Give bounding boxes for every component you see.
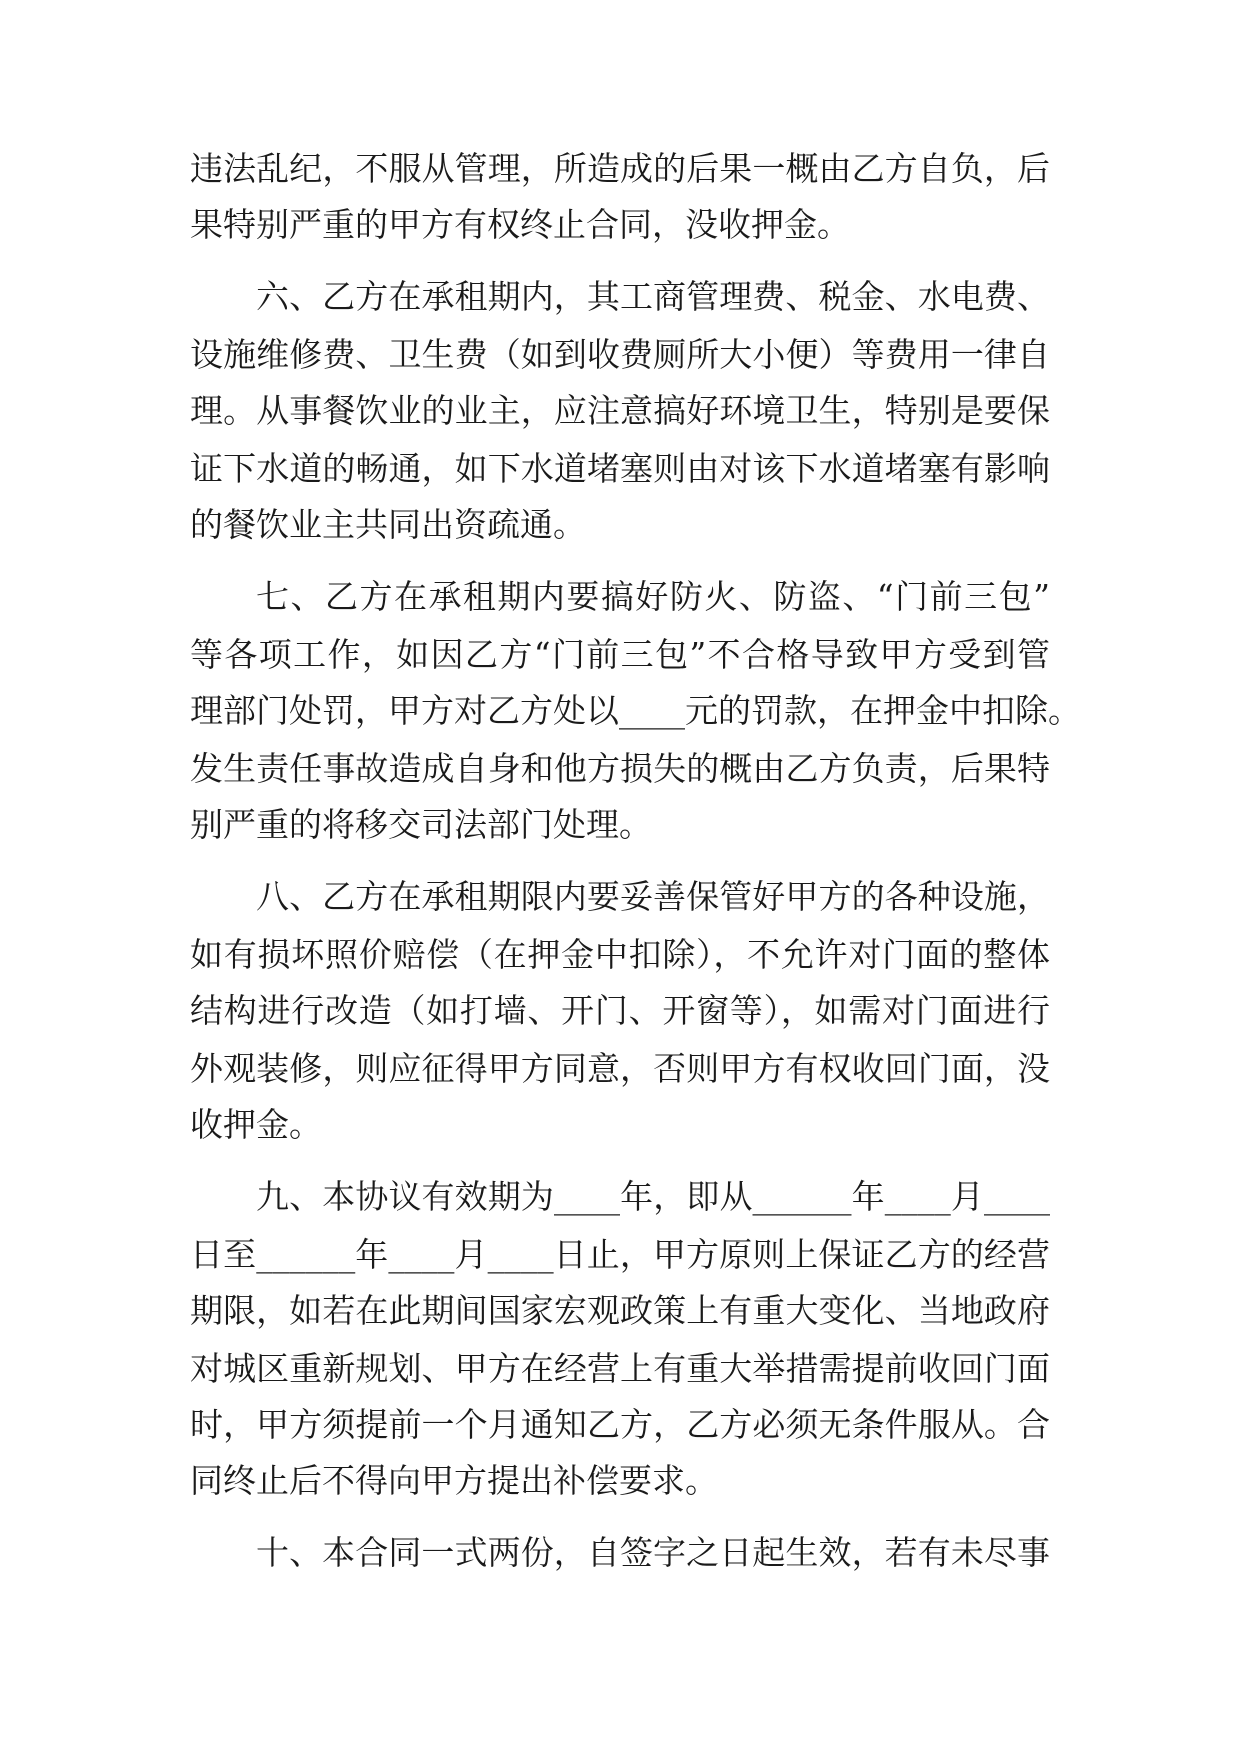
paragraph-9-start: 九、本协议有效期为____年，即从______年____月____ [256,1177,1050,1216]
text-line: 同终止后不得向甲方提出补偿要求。 [190,1461,718,1500]
text-line: 别严重的将移交司法部门处理。 [190,805,652,844]
text-line: 外观装修，则应征得甲方同意，否则甲方有权收回门面，没 [190,1049,1050,1088]
text-line: 如有损坏照价赔偿（在押金中扣除），不允许对门面的整体 [190,935,1050,974]
text-line: 果特别严重的甲方有权终止合同，没收押金。 [190,205,850,244]
text-line: 的餐饮业主共同出资疏通。 [190,505,586,544]
text-line: 收押金。 [190,1105,322,1144]
text-line: 等各项工作，如因乙方“门前三包”不合格导致甲方受到管 [190,635,1050,674]
text-line: 结构进行改造（如打墙、开门、开窗等），如需对门面进行 [190,991,1050,1030]
paragraph-10-start: 十、本合同一式两份，自签字之日起生效，若有未尽事 [256,1533,1050,1572]
text-line: 理部门处罚，甲方对乙方处以____元的罚款，在押金中扣除。 [190,691,1081,730]
text-line: 证下水道的畅通，如下水道堵塞则由对该下水道堵塞有影响 [190,449,1050,488]
text-line: 违法乱纪，不服从管理，所造成的后果一概由乙方自负，后 [190,149,1050,188]
text-line: 设施维修费、卫生费（如到收费厕所大小便）等费用一律自 [190,335,1050,374]
text-line: 时，甲方须提前一个月通知乙方，乙方必须无条件服从。合 [190,1405,1050,1444]
text-line: 发生责任事故造成自身和他方损失的概由乙方负责，后果特 [190,749,1050,788]
paragraph-7-start: 七、乙方在承租期内要搞好防火、防盗、“门前三包” [256,577,1050,616]
text-line: 日至______年____月____日止，甲方原则上保证乙方的经营 [190,1235,1050,1274]
text-line: 对城区重新规划、甲方在经营上有重大举措需提前收回门面 [190,1349,1050,1388]
paragraph-6-start: 六、乙方在承租期内，其工商管理费、税金、水电费、 [256,277,1050,316]
text-line: 理。从事餐饮业的业主，应注意搞好环境卫生，特别是要保 [190,391,1050,430]
text-line: 期限，如若在此期间国家宏观政策上有重大变化、当地政府 [190,1291,1050,1330]
paragraph-8-start: 八、乙方在承租期限内要妥善保管好甲方的各种设施， [256,877,1050,916]
